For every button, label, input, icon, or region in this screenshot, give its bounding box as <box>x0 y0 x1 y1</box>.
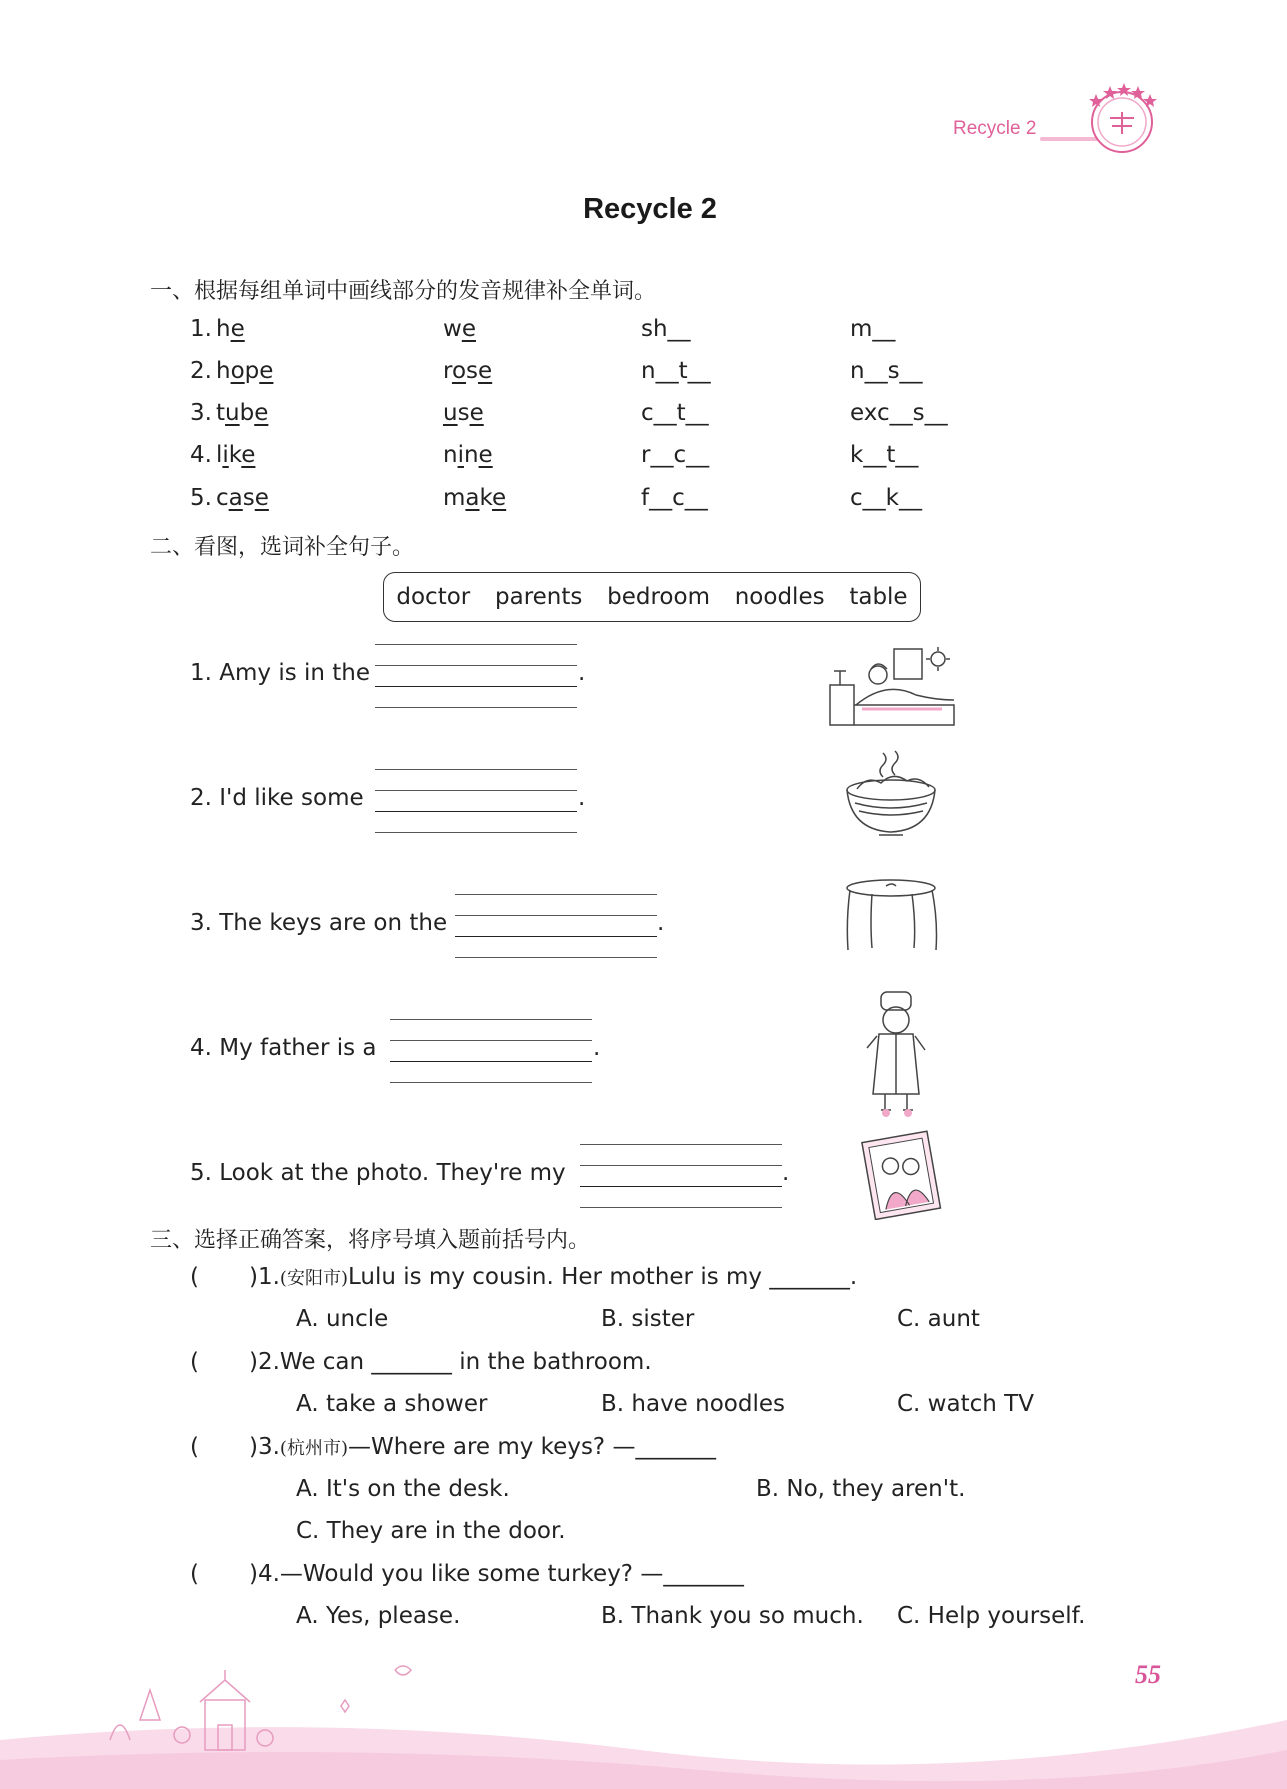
row-2-word-3[interactable]: n__t__ <box>641 358 711 384</box>
question-text: Lulu is my cousin. Her mother is my _______. <box>347 1264 858 1290</box>
row-3-word-2: use <box>443 400 484 426</box>
row-5-word-4[interactable]: c__k__ <box>850 485 922 511</box>
row-5-word-1: case <box>216 485 269 511</box>
paren-close: ) <box>248 1264 258 1290</box>
q3-option-c[interactable]: C. They are in the door. <box>296 1518 566 1544</box>
q4-option-b[interactable]: B. Thank you so much. <box>601 1603 864 1629</box>
q4-option-c[interactable]: C. Help yourself. <box>897 1603 1086 1629</box>
row-5-number: 5. <box>190 485 212 511</box>
answer-paren-4[interactable] <box>190 1561 744 1587</box>
q2-option-b[interactable]: B. have noodles <box>601 1391 785 1417</box>
footer-decoration <box>0 1640 1287 1789</box>
row-2-word-2: rose <box>443 358 493 384</box>
row-3-number: 3. <box>190 400 212 426</box>
section-3-heading: 三、选择正确答案，将序号填入题前括号内。 <box>150 1228 591 1253</box>
question-location: (安阳市) <box>279 1268 348 1289</box>
q2-option-a[interactable]: A. take a shower <box>296 1391 488 1417</box>
word-bank-item: parents <box>495 584 583 610</box>
writing-lines-1[interactable] <box>375 644 577 724</box>
row-4-word-4[interactable]: k__t__ <box>850 442 919 468</box>
q3-option-a[interactable]: A. It's on the desk. <box>296 1476 510 1502</box>
question-number: 4. <box>257 1561 280 1587</box>
paren-close: ) <box>248 1349 258 1375</box>
paren-open: ( <box>190 1349 199 1375</box>
photo-picture <box>858 1128 948 1220</box>
row-4-word-2: nine <box>443 442 493 468</box>
page-number: 55 <box>1135 1660 1161 1689</box>
row-3-word-4[interactable]: exc__s__ <box>850 400 948 426</box>
answer-paren-3[interactable] <box>190 1434 716 1460</box>
sentence-1: 1. Amy is in the <box>190 660 371 686</box>
row-2-word-4[interactable]: n__s__ <box>850 358 923 384</box>
question-location: (杭州市) <box>279 1438 348 1459</box>
sentence-2: 2. I'd like some <box>190 785 364 811</box>
q4-option-a[interactable]: A. Yes, please. <box>296 1603 461 1629</box>
noodles-picture <box>843 745 943 845</box>
sentence-3: 3. The keys are on the <box>190 910 448 936</box>
row-1-word-3[interactable]: sh__ <box>641 316 691 342</box>
row-1-number: 1. <box>190 316 212 342</box>
answer-paren-2[interactable] <box>190 1349 652 1375</box>
question-text: We can _______ in the bathroom. <box>279 1349 652 1375</box>
paren-close: ) <box>248 1434 258 1460</box>
row-1-word-1: he <box>216 316 245 342</box>
question-number: 1. <box>257 1264 280 1290</box>
paren-close: ) <box>248 1561 258 1587</box>
word-bank-item: bedroom <box>607 584 710 610</box>
question-number: 2. <box>257 1349 280 1375</box>
word-bank <box>383 572 921 622</box>
q1-option-c[interactable]: C. aunt <box>897 1306 980 1332</box>
row-1-word-4[interactable]: m__ <box>850 316 896 342</box>
writing-lines-5[interactable] <box>580 1144 782 1224</box>
q1-option-b[interactable]: B. sister <box>601 1306 695 1332</box>
section-1-heading: 一、根据每组单词中画线部分的发音规律补全单词。 <box>150 279 657 304</box>
table-picture <box>842 876 940 958</box>
question-text: —Would you like some turkey? —_______ <box>279 1561 744 1587</box>
q2-option-c[interactable]: C. watch TV <box>897 1391 1034 1417</box>
row-2-number: 2. <box>190 358 212 384</box>
sentence-4: 4. My father is a <box>190 1035 377 1061</box>
writing-lines-3[interactable] <box>455 894 657 974</box>
answer-paren-1[interactable] <box>190 1264 857 1290</box>
row-5-word-3[interactable]: f__c__ <box>641 485 708 511</box>
word-bank-item: table <box>849 584 908 610</box>
sentence-3-period: . <box>657 910 665 936</box>
paren-open: ( <box>190 1561 199 1587</box>
row-4-word-1: like <box>216 442 256 468</box>
row-5-word-2: make <box>443 485 507 511</box>
row-3-word-3[interactable]: c__t__ <box>641 400 709 426</box>
sentence-5-period: . <box>782 1160 790 1186</box>
doctor-picture <box>855 986 937 1120</box>
row-4-word-3[interactable]: r__c__ <box>641 442 710 468</box>
paren-open: ( <box>190 1434 199 1460</box>
writing-lines-2[interactable] <box>375 769 577 849</box>
q3-option-b[interactable]: B. No, they aren't. <box>756 1476 966 1502</box>
row-2-word-1: hope <box>216 358 274 384</box>
question-text: —Where are my keys? —_______ <box>347 1434 716 1460</box>
sentence-5: 5. Look at the photo. They're my <box>190 1160 566 1186</box>
row-3-word-1: tube <box>216 400 269 426</box>
sentence-2-period: . <box>578 785 586 811</box>
sentence-1-period: . <box>578 660 586 686</box>
sentence-4-period: . <box>593 1035 601 1061</box>
word-bank-item: noodles <box>734 584 825 610</box>
bedroom-picture <box>826 645 960 731</box>
brand-logo-icon <box>1082 78 1162 158</box>
paren-open: ( <box>190 1264 199 1290</box>
header-tag: Recycle 2 <box>953 118 1037 139</box>
word-bank-item: doctor <box>396 584 471 610</box>
section-2-heading: 二、看图，选词补全句子。 <box>150 535 415 560</box>
row-4-number: 4. <box>190 442 212 468</box>
question-number: 3. <box>257 1434 280 1460</box>
page-title: Recycle 2 <box>583 193 717 225</box>
row-1-word-2: we <box>443 316 476 342</box>
writing-lines-4[interactable] <box>390 1019 592 1099</box>
q1-option-a[interactable]: A. uncle <box>296 1306 389 1332</box>
